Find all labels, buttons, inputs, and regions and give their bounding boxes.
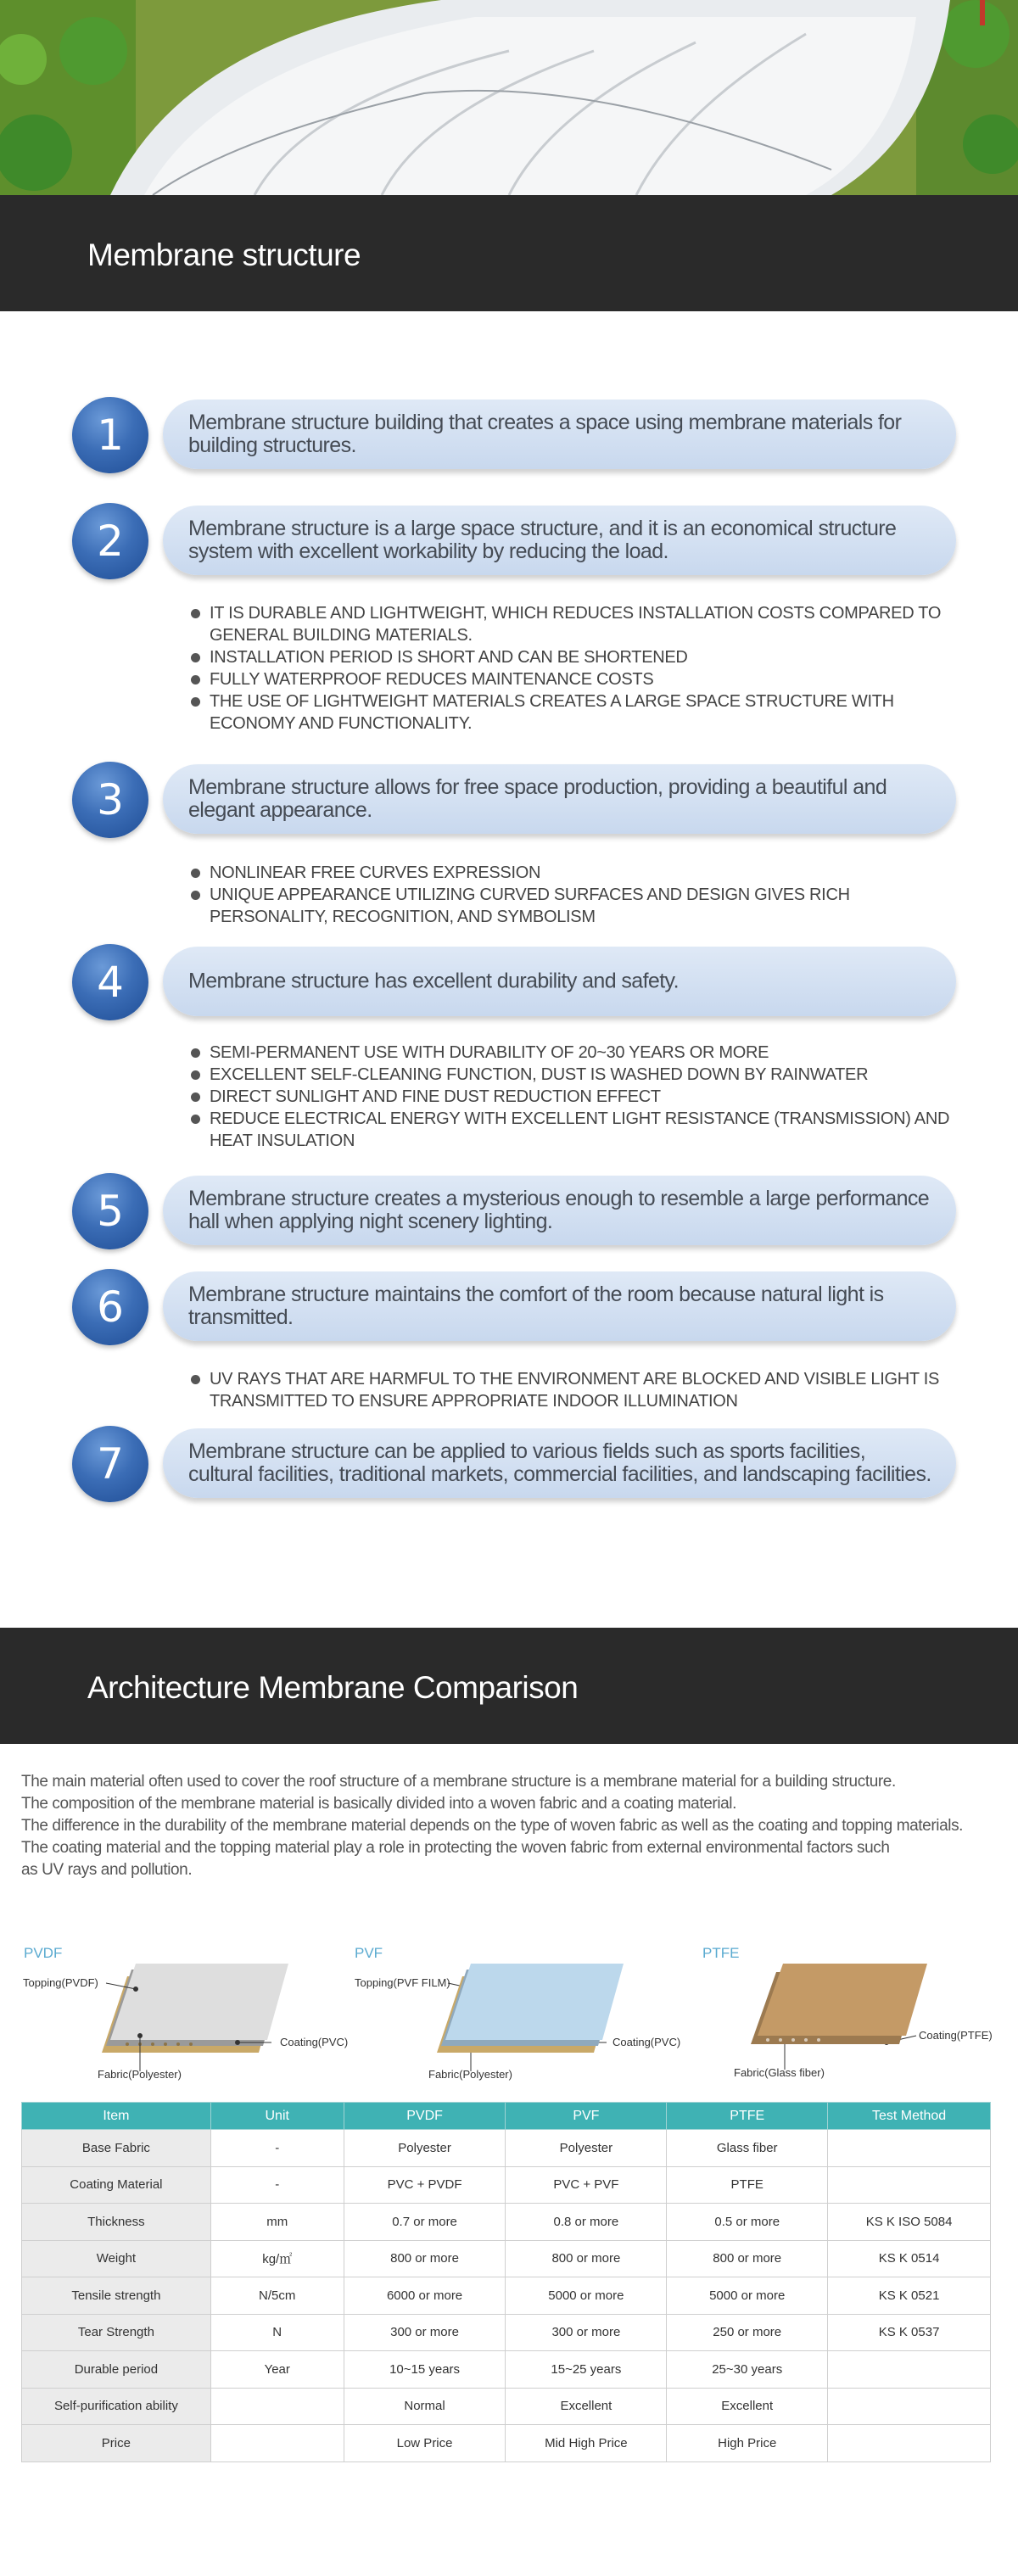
item-text: Membrane structure building that creates a space using membrane materials for building structures. [188, 411, 902, 457]
table-cell: KS K 0514 [828, 2240, 991, 2277]
table-cell [828, 2388, 991, 2425]
table-cell: Coating Material [22, 2166, 211, 2204]
table-cell: Durable period [22, 2351, 211, 2389]
bullet-item: INSTALLATION PERIOD IS SHORT AND CAN BE SHORTENED [191, 646, 954, 668]
table-row [22, 2351, 991, 2389]
bullet-item: UV RAYS THAT ARE HARMFUL TO THE ENVIRONMENT ARE BLOCKED AND VISIBLE LIGHT IS TRANSMITTED TO ENSURE APPROPRIATE INDOOR ILLUMINATION [191, 1368, 954, 1412]
table-cell: 15~25 years [506, 2351, 667, 2389]
table-cell: Base Fabric [22, 2130, 211, 2167]
table-cell: 300 or more [344, 2314, 506, 2351]
table-cell [828, 2351, 991, 2389]
table-cell: 6000 or more [344, 2277, 506, 2315]
table-cell: Tear Strength [22, 2314, 211, 2351]
table-row [22, 2166, 991, 2204]
item-number-badge: 7 [72, 1426, 148, 1502]
table-cell: Excellent [667, 2388, 828, 2425]
table-cell [828, 2166, 991, 2204]
table-cell: - [210, 2166, 344, 2204]
intro-line: The coating material and the topping material play a role in protecting the woven fabric from external environmental factors such [21, 1839, 890, 1857]
table-cell: 5000 or more [667, 2277, 828, 2315]
table-cell: 250 or more [667, 2314, 828, 2351]
section-title-membrane: Membrane structure [87, 237, 361, 272]
table-cell: Glass fiber [667, 2130, 828, 2167]
table-cell: 0.8 or more [506, 2204, 667, 2241]
table-cell: 800 or more [506, 2240, 667, 2277]
table-cell: mm [210, 2204, 344, 2241]
bullet-item: REDUCE ELECTRICAL ENERGY WITH EXCELLENT LIGHT RESISTANCE (TRANSMISSION) AND HEAT INSULATION [191, 1108, 954, 1152]
intro-line: as UV rays and pollution. [21, 1861, 193, 1879]
header-ptfe: PTFE [667, 2103, 828, 2130]
item-text: Membrane structure creates a mysterious enough to resemble a large performance hall when applying night scenery lighting. [188, 1187, 930, 1233]
table-cell: 10~15 years [344, 2351, 506, 2389]
table-cell: Mid High Price [506, 2425, 667, 2462]
table-cell: Normal [344, 2388, 506, 2425]
ptfe-fabric-label: Fabric(Glass fiber) [734, 2066, 825, 2079]
table-cell: PTFE [667, 2166, 828, 2204]
item-number-badge: 5 [72, 1173, 148, 1249]
bullet-item: DIRECT SUNLIGHT AND FINE DUST REDUCTION EFFECT [191, 1086, 954, 1108]
item-number-badge: 2 [72, 503, 148, 579]
table-cell: N/5cm [210, 2277, 344, 2315]
bullet-item: IT IS DURABLE AND LIGHTWEIGHT, WHICH REDUCES INSTALLATION COSTS COMPARED TO GENERAL BUILDING MATERIALS. [191, 602, 954, 646]
table-cell: 300 or more [506, 2314, 667, 2351]
pvf-layer-diagram [428, 1959, 632, 2078]
table-cell: KS K ISO 5084 [828, 2204, 991, 2241]
table-cell: Tensile strength [22, 2277, 211, 2315]
section-title-comparison: Architecture Membrane Comparison [87, 1670, 579, 1705]
ptfe-coating-label: Coating(PTFE) [919, 2029, 993, 2042]
material-title-ptfe: PTFE [702, 1945, 740, 1961]
pvf-fabric-label: Fabric(Polyester) [428, 2068, 512, 2081]
table-row [22, 2130, 991, 2167]
pvf-topping-label: Topping(PVF FILM) [355, 1976, 450, 1989]
item-number-badge: 3 [72, 762, 148, 838]
table-cell [828, 2130, 991, 2167]
header-test-method: Test Method [828, 2103, 991, 2130]
pvf-coating-label: Coating(PVC) [612, 2036, 681, 2048]
table-cell: 800 or more [667, 2240, 828, 2277]
table-row [22, 2240, 991, 2277]
item-number-badge: 1 [72, 397, 148, 473]
item-text: Membrane structure maintains the comfort of the room because natural light is transmitted. [188, 1282, 884, 1329]
table-cell: Polyester [344, 2130, 506, 2167]
table-cell: 0.7 or more [344, 2204, 506, 2241]
table-cell: Weight [22, 2240, 211, 2277]
table-cell: Polyester [506, 2130, 667, 2167]
material-title-pvf: PVF [355, 1945, 383, 1961]
table-cell: N [210, 2314, 344, 2351]
header-unit: Unit [210, 2103, 344, 2130]
ptfe-layer-diagram [742, 1959, 929, 2070]
intro-line: The composition of the membrane material is basically divided into a woven fabric and a coating material. [21, 1795, 737, 1813]
table-cell [828, 2425, 991, 2462]
item-number-badge: 6 [72, 1269, 148, 1345]
table-cell: PVC + PVF [506, 2166, 667, 2204]
bullet-item: THE USE OF LIGHTWEIGHT MATERIALS CREATES A LARGE SPACE STRUCTURE WITH ECONOMY AND FUNCTIONALITY. [191, 690, 954, 735]
intro-line: The main material often used to cover the roof structure of a membrane structure is a membrane material for a building structure. [21, 1773, 896, 1791]
table-cell: 0.5 or more [667, 2204, 828, 2241]
table-row [22, 2314, 991, 2351]
table-cell [210, 2388, 344, 2425]
header-pvdf: PVDF [344, 2103, 506, 2130]
table-cell: KS K 0521 [828, 2277, 991, 2315]
table-cell: 800 or more [344, 2240, 506, 2277]
table-cell [210, 2425, 344, 2462]
item-text: Membrane structure is a large space structure, and it is an economical structure system with excellent workability by reducing the load. [188, 517, 897, 563]
bullet-item: SEMI-PERMANENT USE WITH DURABILITY OF 20~30 YEARS OR MORE [191, 1042, 954, 1064]
table-row [22, 2388, 991, 2425]
header-pvf: PVF [506, 2103, 667, 2130]
pvdf-topping-label: Topping(PVDF) [23, 1976, 98, 1989]
table-cell: kg/㎡ [210, 2240, 344, 2277]
table-cell: Low Price [344, 2425, 506, 2462]
bullet-item: UNIQUE APPEARANCE UTILIZING CURVED SURFACES AND DESIGN GIVES RICH PERSONALITY, RECOGNITION, AND SYMBOLISM [191, 884, 954, 928]
table-cell: Price [22, 2425, 211, 2462]
table-cell: 25~30 years [667, 2351, 828, 2389]
item-text: Membrane structure has excellent durability and safety. [188, 969, 679, 993]
table-header-row [22, 2103, 991, 2130]
header-item: Item [22, 2103, 211, 2130]
table-row [22, 2204, 991, 2241]
bullet-item: EXCELLENT SELF-CLEANING FUNCTION, DUST IS WASHED DOWN BY RAINWATER [191, 1064, 954, 1086]
table-cell: - [210, 2130, 344, 2167]
table-cell: Year [210, 2351, 344, 2389]
item-text: Membrane structure allows for free space production, providing a beautiful and elegant appearance. [188, 775, 887, 822]
table-row [22, 2277, 991, 2315]
pvdf-fabric-label: Fabric(Polyester) [98, 2068, 182, 2081]
table-cell: 5000 or more [506, 2277, 667, 2315]
table-cell: Thickness [22, 2204, 211, 2241]
table-row [22, 2425, 991, 2462]
item-text: Membrane structure can be applied to various fields such as sports facilities, cultural facilities, traditional markets, commercial facilities, and landscaping facilities. [188, 1439, 931, 1486]
material-title-pvdf: PVDF [24, 1945, 63, 1961]
table-cell: Excellent [506, 2388, 667, 2425]
pvdf-coating-label: Coating(PVC) [280, 2036, 349, 2048]
table-cell: KS K 0537 [828, 2314, 991, 2351]
intro-line: The difference in the durability of the membrane material depends on the type of woven fabric as well as the coating and topping materials. [21, 1817, 964, 1835]
item-number-badge: 4 [72, 944, 148, 1020]
table-cell: High Price [667, 2425, 828, 2462]
bullet-item: NONLINEAR FREE CURVES EXPRESSION [191, 862, 954, 884]
table-cell: PVC + PVDF [344, 2166, 506, 2204]
comparison-table [21, 2102, 991, 2462]
table-cell: Self-purification ability [22, 2388, 211, 2425]
bullet-item: FULLY WATERPROOF REDUCES MAINTENANCE COSTS [191, 668, 954, 690]
